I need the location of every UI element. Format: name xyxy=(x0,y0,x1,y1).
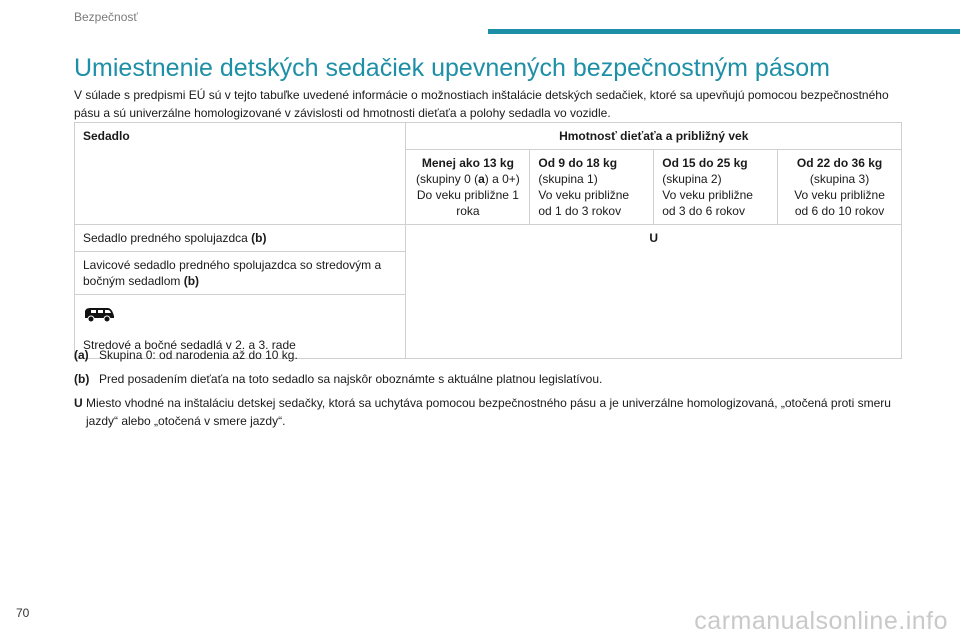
group-age: Vo veku približne od 3 do 6 rokov xyxy=(662,188,753,218)
group-label: (skupina 2) xyxy=(662,172,722,186)
page-title: Umiestnenie detských sedačiek upevnených bezpečnostným pásom xyxy=(74,54,830,82)
page-number: 70 xyxy=(16,606,30,620)
footnote-key: (b) xyxy=(74,372,90,386)
group-label-note: a xyxy=(478,172,485,186)
table-row xyxy=(75,225,902,252)
group-age: Vo veku približne od 6 do 10 rokov xyxy=(794,188,885,218)
table-header-row xyxy=(75,123,902,150)
group-label-post: ) a 0+) xyxy=(484,172,520,186)
seat-label: Stredové a bočné sedadlá v 2. a 3. rade xyxy=(83,338,296,352)
group-age: Vo veku približne od 1 do 3 rokov xyxy=(538,188,630,218)
group-age: Do veku približne 1 roka xyxy=(416,188,519,218)
group-cell-1 xyxy=(530,150,654,225)
seat-note: (b) xyxy=(251,231,267,245)
group-cell-2 xyxy=(654,150,778,225)
group-weight: Od 15 do 25 kg xyxy=(662,156,748,170)
seat-label: Lavicové sedadlo predného spolujazdca so stredovým a bočným sedadlom xyxy=(83,258,382,288)
group-label-pre: (skupiny 0 ( xyxy=(416,172,479,186)
seat-note: (b) xyxy=(183,274,200,288)
intro-paragraph: V súlade s predpismi EÚ sú v tejto tabuľke uvedené informácie o možnostiach inštalácie detských sedačiek, ktoré sa upevňujú pomocou bezpečnostného pásu a sú univerzálne homologizované v závislosti od hmotnosti dieťaťa a polohy sedadla vo vozidle. xyxy=(74,88,889,120)
group-weight: Od 22 do 36 kg xyxy=(796,156,883,170)
weight-column-header: Hmotnosť dieťaťa a približný vek xyxy=(406,123,902,150)
footnotes xyxy=(74,346,904,436)
footnote-a xyxy=(74,346,904,364)
header-accent-bar xyxy=(488,29,960,34)
child-seat-table xyxy=(74,122,902,359)
seat-column-header: Sedadlo xyxy=(75,123,406,225)
watermark: carmanualsonline.info xyxy=(694,607,948,635)
van-icon xyxy=(83,305,115,323)
group-cell-3 xyxy=(778,150,902,225)
seat-label-cell xyxy=(75,252,406,295)
footnote-key: U xyxy=(74,396,83,410)
seat-label: Sedadlo predného spolujazdca xyxy=(83,231,248,245)
group-weight: Od 9 do 18 kg xyxy=(538,156,618,170)
universal-value-cell: U xyxy=(406,225,902,359)
footnote-text: Miesto vhodné na inštaláciu detskej sedačky, ktorá sa uchytáva pomocou bezpečnostného pásu a je univerzálne homologizovaná, „otočená proti smeru jazdy“ alebo „otočená v smere jazdy“. xyxy=(86,396,891,428)
footnote-u xyxy=(74,394,904,430)
group-weight: Menej ako 13 kg xyxy=(421,156,514,170)
footnote-text: Pred posadením dieťaťa na toto sedadlo sa najskôr oboznámte s aktuálne platnou legislatívou. xyxy=(99,372,603,386)
group-label: (skupina 3) xyxy=(809,172,870,186)
footnote-b xyxy=(74,370,904,388)
footnote-text: Skupina 0: od narodenia až do 10 kg. xyxy=(99,348,298,362)
seat-label-cell xyxy=(75,225,406,252)
group-cell-0 xyxy=(406,150,530,225)
header-section: Bezpečnosť xyxy=(74,10,138,24)
footnote-key: (a) xyxy=(74,348,89,362)
group-label: (skupina 1) xyxy=(538,172,598,186)
